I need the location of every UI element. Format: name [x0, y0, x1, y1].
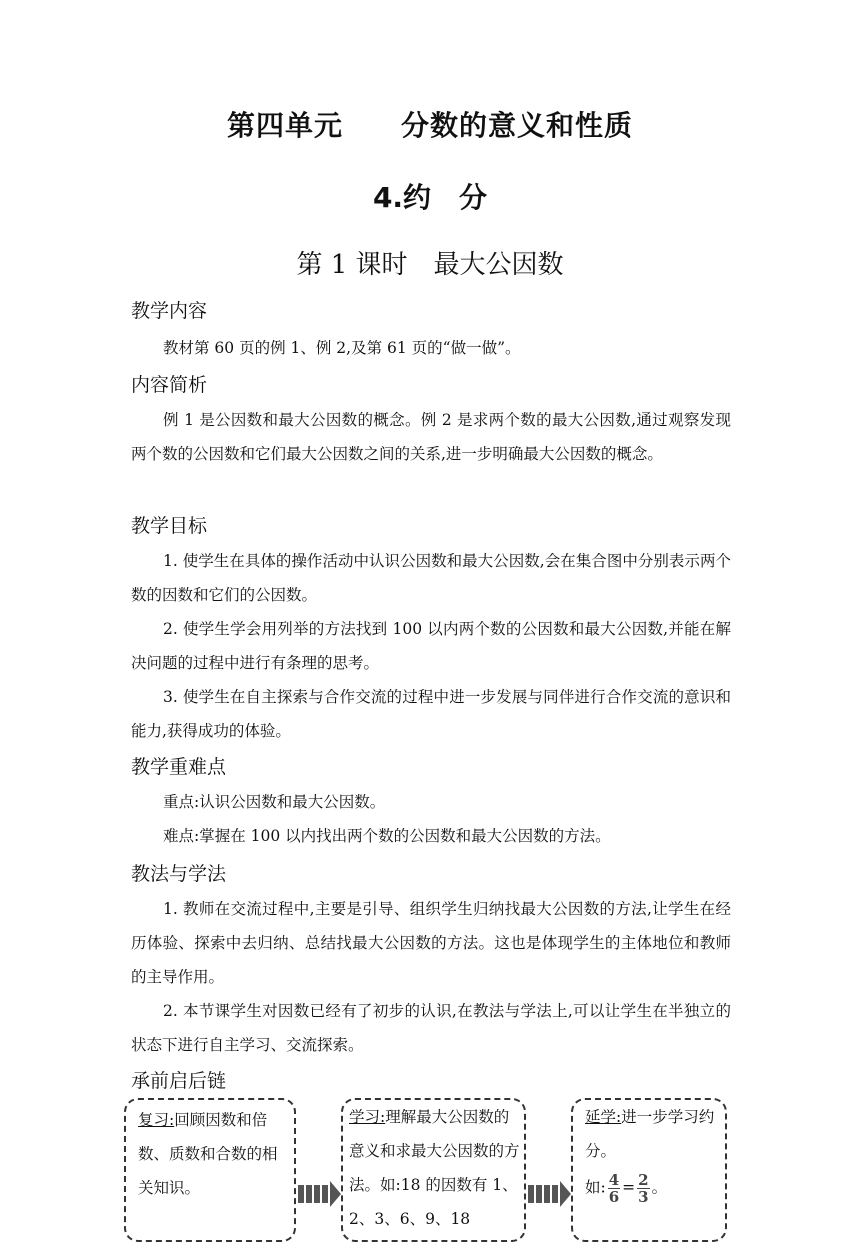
review-box [124, 1098, 296, 1242]
extend-text: 进一步学习约分。 [585, 1108, 715, 1160]
key-point-text: 重点:认识公因数和最大公因数。 [163, 793, 386, 811]
fraction-right [637, 1172, 649, 1205]
heading-content-analysis: 内容简析 [131, 374, 208, 396]
fraction-right-denominator: 3 [638, 1188, 649, 1206]
learn-label: 学习: [349, 1108, 386, 1126]
fraction-left [608, 1172, 620, 1205]
review-label: 复习: [138, 1111, 175, 1129]
extend-label: 延学: [585, 1108, 622, 1126]
heading-links: 承前启后链 [131, 1070, 227, 1092]
lesson-title: 第 1 课时 最大公因数 [296, 250, 564, 280]
example-suffix: 。 [651, 1178, 668, 1197]
heading-methods: 教法与学法 [131, 863, 227, 885]
goal-item-2: 2. 使学生学会用列举的方法找到 100 以内两个数的公因数和最大公因数,并能在解决问题的过程中进行有条理的思考。 [131, 620, 731, 672]
content-analysis-text: 例 1 是公因数和最大公因数的概念。例 2 是求两个数的最大公因数,通过观察发现两个数的公因数和它们最大公因数之间的关系,进一步明确最大公因数的概念。 [131, 411, 731, 463]
learn-box [341, 1098, 526, 1242]
learn-text: 理解最大公因数的意义和求最大公因数的方法。如:18 的因数有 1、2、3、6、9、18 [349, 1108, 520, 1228]
arrow-icon [528, 1181, 571, 1207]
fraction-right-numerator: 2 [638, 1171, 649, 1189]
fraction-left-denominator: 6 [608, 1188, 620, 1206]
goal-item-1: 1. 使学生在具体的操作活动中认识公因数和最大公因数,会在集合图中分别表示两个数的因数和它们的公因数。 [131, 552, 731, 604]
goal-item-3: 3. 使学生在自主探索与合作交流的过程中进一步发展与同伴进行合作交流的意识和能力,获得成功的体验。 [131, 688, 731, 740]
heading-key-points: 教学重难点 [131, 756, 227, 778]
method-item-2: 2. 本节课学生对因数已经有了初步的认识,在教法与学法上,可以让学生在半独立的状态下进行自主学习、交流探索。 [131, 1002, 731, 1054]
equals-sign: = [622, 1178, 636, 1197]
fraction-left-numerator: 4 [608, 1171, 620, 1189]
difficult-point-text: 难点:掌握在 100 以内找出两个数的公因数和最大公因数的方法。 [163, 827, 611, 845]
section-title: 4.约 分 [372, 181, 488, 214]
method-item-1: 1. 教师在交流过程中,主要是引导、组织学生归纳找最大公因数的方法,让学生在经历体验、探索中去归纳、总结找最大公因数的方法。这也是体现学生的主体地位和教师的主导作用。 [131, 900, 731, 986]
extend-example [573, 1172, 725, 1205]
extend-box [571, 1098, 727, 1242]
unit-title: 第四单元 分数的意义和性质 [226, 109, 633, 142]
heading-teaching-content: 教学内容 [131, 300, 208, 322]
heading-teaching-goals: 教学目标 [131, 515, 208, 537]
arrow-icon [298, 1181, 341, 1207]
review-text: 回顾因数和倍数、质数和合数的相关知识。 [138, 1111, 278, 1197]
example-prefix: 如: [585, 1178, 606, 1197]
teaching-content-text: 教材第 60 页的例 1、例 2,及第 61 页的“做一做”。 [163, 339, 521, 357]
